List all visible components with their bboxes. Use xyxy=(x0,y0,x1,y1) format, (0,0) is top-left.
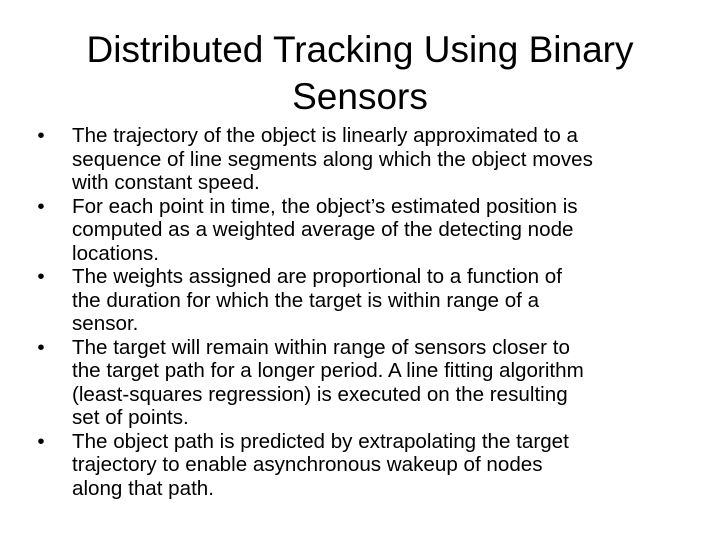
bullet-line: The object path is predicted by extrapolating the target xyxy=(72,429,569,453)
bullet-line: computed as a weighted average of the detecting node xyxy=(72,218,574,241)
bullet-line: locations. xyxy=(72,241,160,265)
bullet-line: the target path for a longer period. A line fitting algorithm xyxy=(72,359,584,382)
bullet-line: The trajectory of the object is linearly approximated to a xyxy=(72,124,578,147)
bullet-icon: • xyxy=(37,194,45,218)
bullet-line: with constant speed. xyxy=(72,171,260,194)
bullet-line: The weights assigned are proportional to a function of xyxy=(72,265,562,288)
bullet-line: the duration for which the target is within range of a xyxy=(72,288,540,312)
bullet-line: The target will remain within range of sensors closer to xyxy=(72,335,570,359)
bullet-icon: • xyxy=(37,335,45,359)
bullet-item xyxy=(30,336,690,430)
bullet-icon: • xyxy=(37,124,45,147)
title-line: Distributed Tracking Using Binary xyxy=(86,29,634,70)
bullet-line: trajectory to enable asynchronous wakeup of nodes xyxy=(72,453,543,476)
bullet-item xyxy=(30,124,690,195)
slide-title xyxy=(36,26,684,120)
bullet-line: along that path. xyxy=(72,476,214,500)
bullet-line: For each point in time, the object’s estimated position is xyxy=(72,194,578,218)
bullet-item xyxy=(30,265,690,336)
bullet-list xyxy=(30,124,690,500)
bullet-item xyxy=(30,430,690,501)
bullet-line: sensor. xyxy=(72,312,139,335)
bullet-line: set of points. xyxy=(72,406,189,429)
bullet-icon: • xyxy=(37,265,45,288)
bullet-icon: • xyxy=(37,429,45,453)
bullet-item xyxy=(30,195,690,266)
title-line: Sensors xyxy=(292,76,428,117)
bullet-line: sequence of line segments along which the object moves xyxy=(72,147,593,171)
bullet-line: (least-squares regression) is executed on the resulting xyxy=(72,382,568,406)
